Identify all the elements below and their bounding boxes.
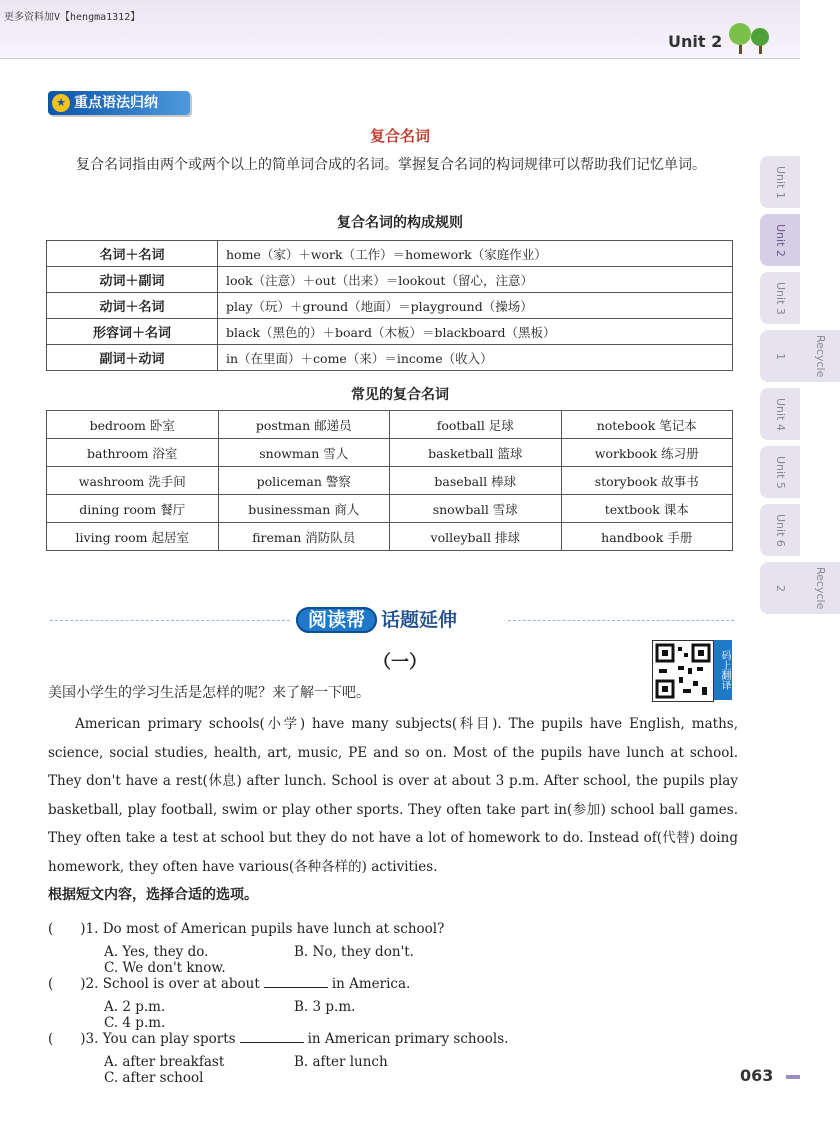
option-a[interactable]: A. Yes, they do. [104, 944, 209, 960]
option-c[interactable]: C. after school [104, 1070, 204, 1086]
question-3-options [104, 1054, 664, 1086]
words-row [47, 439, 733, 467]
word-cell: bedroom 卧室 [47, 411, 219, 439]
star-icon: ★ [52, 94, 70, 112]
word-cell: snowball 雪球 [390, 495, 562, 523]
rule-type: 动词＋名词 [47, 293, 218, 319]
rules-row [47, 345, 733, 371]
reading-passage-text: American primary schools(小学) have many subjects(科目). The pupils have English, maths, science, social studies, health, art, music, PE and so on. Most of the pupils have lunch at school. They don't have a rest(休息) after lunch. School is over at about 3 p.m. After school, the pupils play basketball, play football, swim or play other sports. They often take part in(参加) school ball games. They often take a test at school but they do not have a lot of homework to do. Instead of(代替) doing homework, they often have various(各种各样的) activities. [48, 716, 738, 875]
tab-unit-3[interactable]: Unit 3 [760, 272, 800, 324]
tab-unit-1[interactable]: Unit 1 [760, 156, 800, 208]
words-row [47, 495, 733, 523]
word-cell: living room 起居室 [47, 523, 219, 551]
words-row [47, 523, 733, 551]
rule-type: 形容词＋名词 [47, 319, 218, 345]
word-cell: storybook 故事书 [561, 467, 733, 495]
option-c[interactable]: C. 4 p.m. [104, 1015, 166, 1031]
option-b[interactable]: B. No, they don't. [294, 944, 414, 960]
question-2 [48, 972, 410, 992]
word-cell: workbook 练习册 [561, 439, 733, 467]
question-instruction: 根据短文内容，选择合适的选项。 [48, 887, 258, 903]
word-cell: dining room 餐厅 [47, 495, 219, 523]
question-1-prefix: ( )1. Do most of American pupils have lunch at school? [48, 921, 445, 937]
tab-recycle-2[interactable]: Recycle 2 [760, 562, 840, 614]
rules-table [46, 240, 733, 371]
rules-row [47, 319, 733, 345]
grammar-section-badge [48, 91, 190, 115]
answer-blank[interactable] [240, 1042, 304, 1043]
word-cell: notebook 笔记本 [561, 411, 733, 439]
unit-title: Unit 2 [668, 32, 723, 51]
option-a[interactable]: A. 2 p.m. [104, 999, 166, 1015]
question-3 [48, 1027, 508, 1047]
trees-icon [726, 20, 774, 54]
word-cell: textbook 课本 [561, 495, 733, 523]
rule-type: 副词＋动词 [47, 345, 218, 371]
word-cell: football 足球 [390, 411, 562, 439]
words-row [47, 467, 733, 495]
grammar-intro-text: 复合名词指由两个或两个以上的简单词合成的名词。掌握复合名词的构词规律可以帮助我们记忆单词。 [76, 157, 706, 173]
question-2-prefix: ( )2. School is over at about [48, 976, 260, 992]
rules-row [47, 267, 733, 293]
option-b[interactable]: B. 3 p.m. [294, 999, 356, 1015]
unit-tabs [760, 156, 827, 620]
word-cell: policeman 警察 [218, 467, 390, 495]
tab-unit-4[interactable]: Unit 4 [760, 388, 800, 440]
rule-type: 动词＋副词 [47, 267, 218, 293]
word-cell: bathroom 浴室 [47, 439, 219, 467]
reading-banner-main: 阅读帮 [296, 607, 377, 633]
common-words-table [46, 410, 733, 551]
rule-type: 名词＋名词 [47, 241, 218, 267]
grammar-intro [48, 150, 738, 180]
page-number: 063 [740, 1066, 774, 1085]
reading-lead: 美国小学生的学习生活是怎样的呢？来了解一下吧。 [48, 685, 370, 701]
tab-unit-5[interactable]: Unit 5 [760, 446, 800, 498]
answer-blank[interactable] [264, 987, 328, 988]
word-cell: volleyball 排球 [390, 523, 562, 551]
rule-example: in（在里面）＋come（来）＝income（收入） [218, 345, 733, 371]
question-3-prefix: ( )3. You can play sports [48, 1031, 236, 1047]
common-table-title: 常见的复合名词 [351, 387, 449, 403]
rule-example: look（注意）＋out（出来）＝lookout（留心，注意） [218, 267, 733, 293]
rule-example: home（家）＋work（工作）＝homework（家庭作业） [218, 241, 733, 267]
word-cell: fireman 消防队员 [218, 523, 390, 551]
reading-banner [296, 605, 457, 635]
tab-unit-2[interactable]: Unit 2 [760, 214, 800, 266]
option-b[interactable]: B. after lunch [294, 1054, 388, 1070]
rules-row [47, 293, 733, 319]
option-c[interactable]: C. We don't know. [104, 960, 226, 976]
word-cell: basketball 篮球 [390, 439, 562, 467]
watermark-text: 更多资料加V【hengma1312】 [4, 12, 141, 23]
rules-row [47, 241, 733, 267]
question-2-suffix: in America. [331, 976, 411, 992]
rule-example: black（黑色的）＋board（木板）＝blackboard（黑板） [218, 319, 733, 345]
page-number-bar [786, 1075, 800, 1079]
rules-table-title: 复合名词的构成规则 [337, 215, 463, 231]
reading-banner-sub: 话题延伸 [381, 609, 458, 631]
grammar-badge-label: 重点语法归纳 [74, 95, 158, 111]
tab-recycle-1[interactable]: Recycle 1 [760, 330, 840, 382]
divider-left [50, 620, 290, 621]
question-3-suffix: in American primary schools. [307, 1031, 509, 1047]
word-cell: snowman 雪人 [218, 439, 390, 467]
option-a[interactable]: A. after breakfast [104, 1054, 225, 1070]
word-cell: businessman 商人 [218, 495, 390, 523]
word-cell: postman 邮递员 [218, 411, 390, 439]
grammar-title: 复合名词 [369, 127, 430, 145]
question-1 [48, 917, 444, 937]
rule-example: play（玩）＋ground（地面）＝playground（操场） [218, 293, 733, 319]
tab-unit-6[interactable]: Unit 6 [760, 504, 800, 556]
word-cell: washroom 洗手间 [47, 467, 219, 495]
qr-code-icon[interactable] [652, 640, 714, 702]
divider-right [508, 620, 734, 621]
word-cell: baseball 棒球 [390, 467, 562, 495]
passage-number: （一） [373, 652, 427, 673]
word-cell: handbook 手册 [561, 523, 733, 551]
qr-label: 码上翻译 [714, 640, 732, 700]
reading-passage [48, 710, 738, 881]
words-row [47, 411, 733, 439]
